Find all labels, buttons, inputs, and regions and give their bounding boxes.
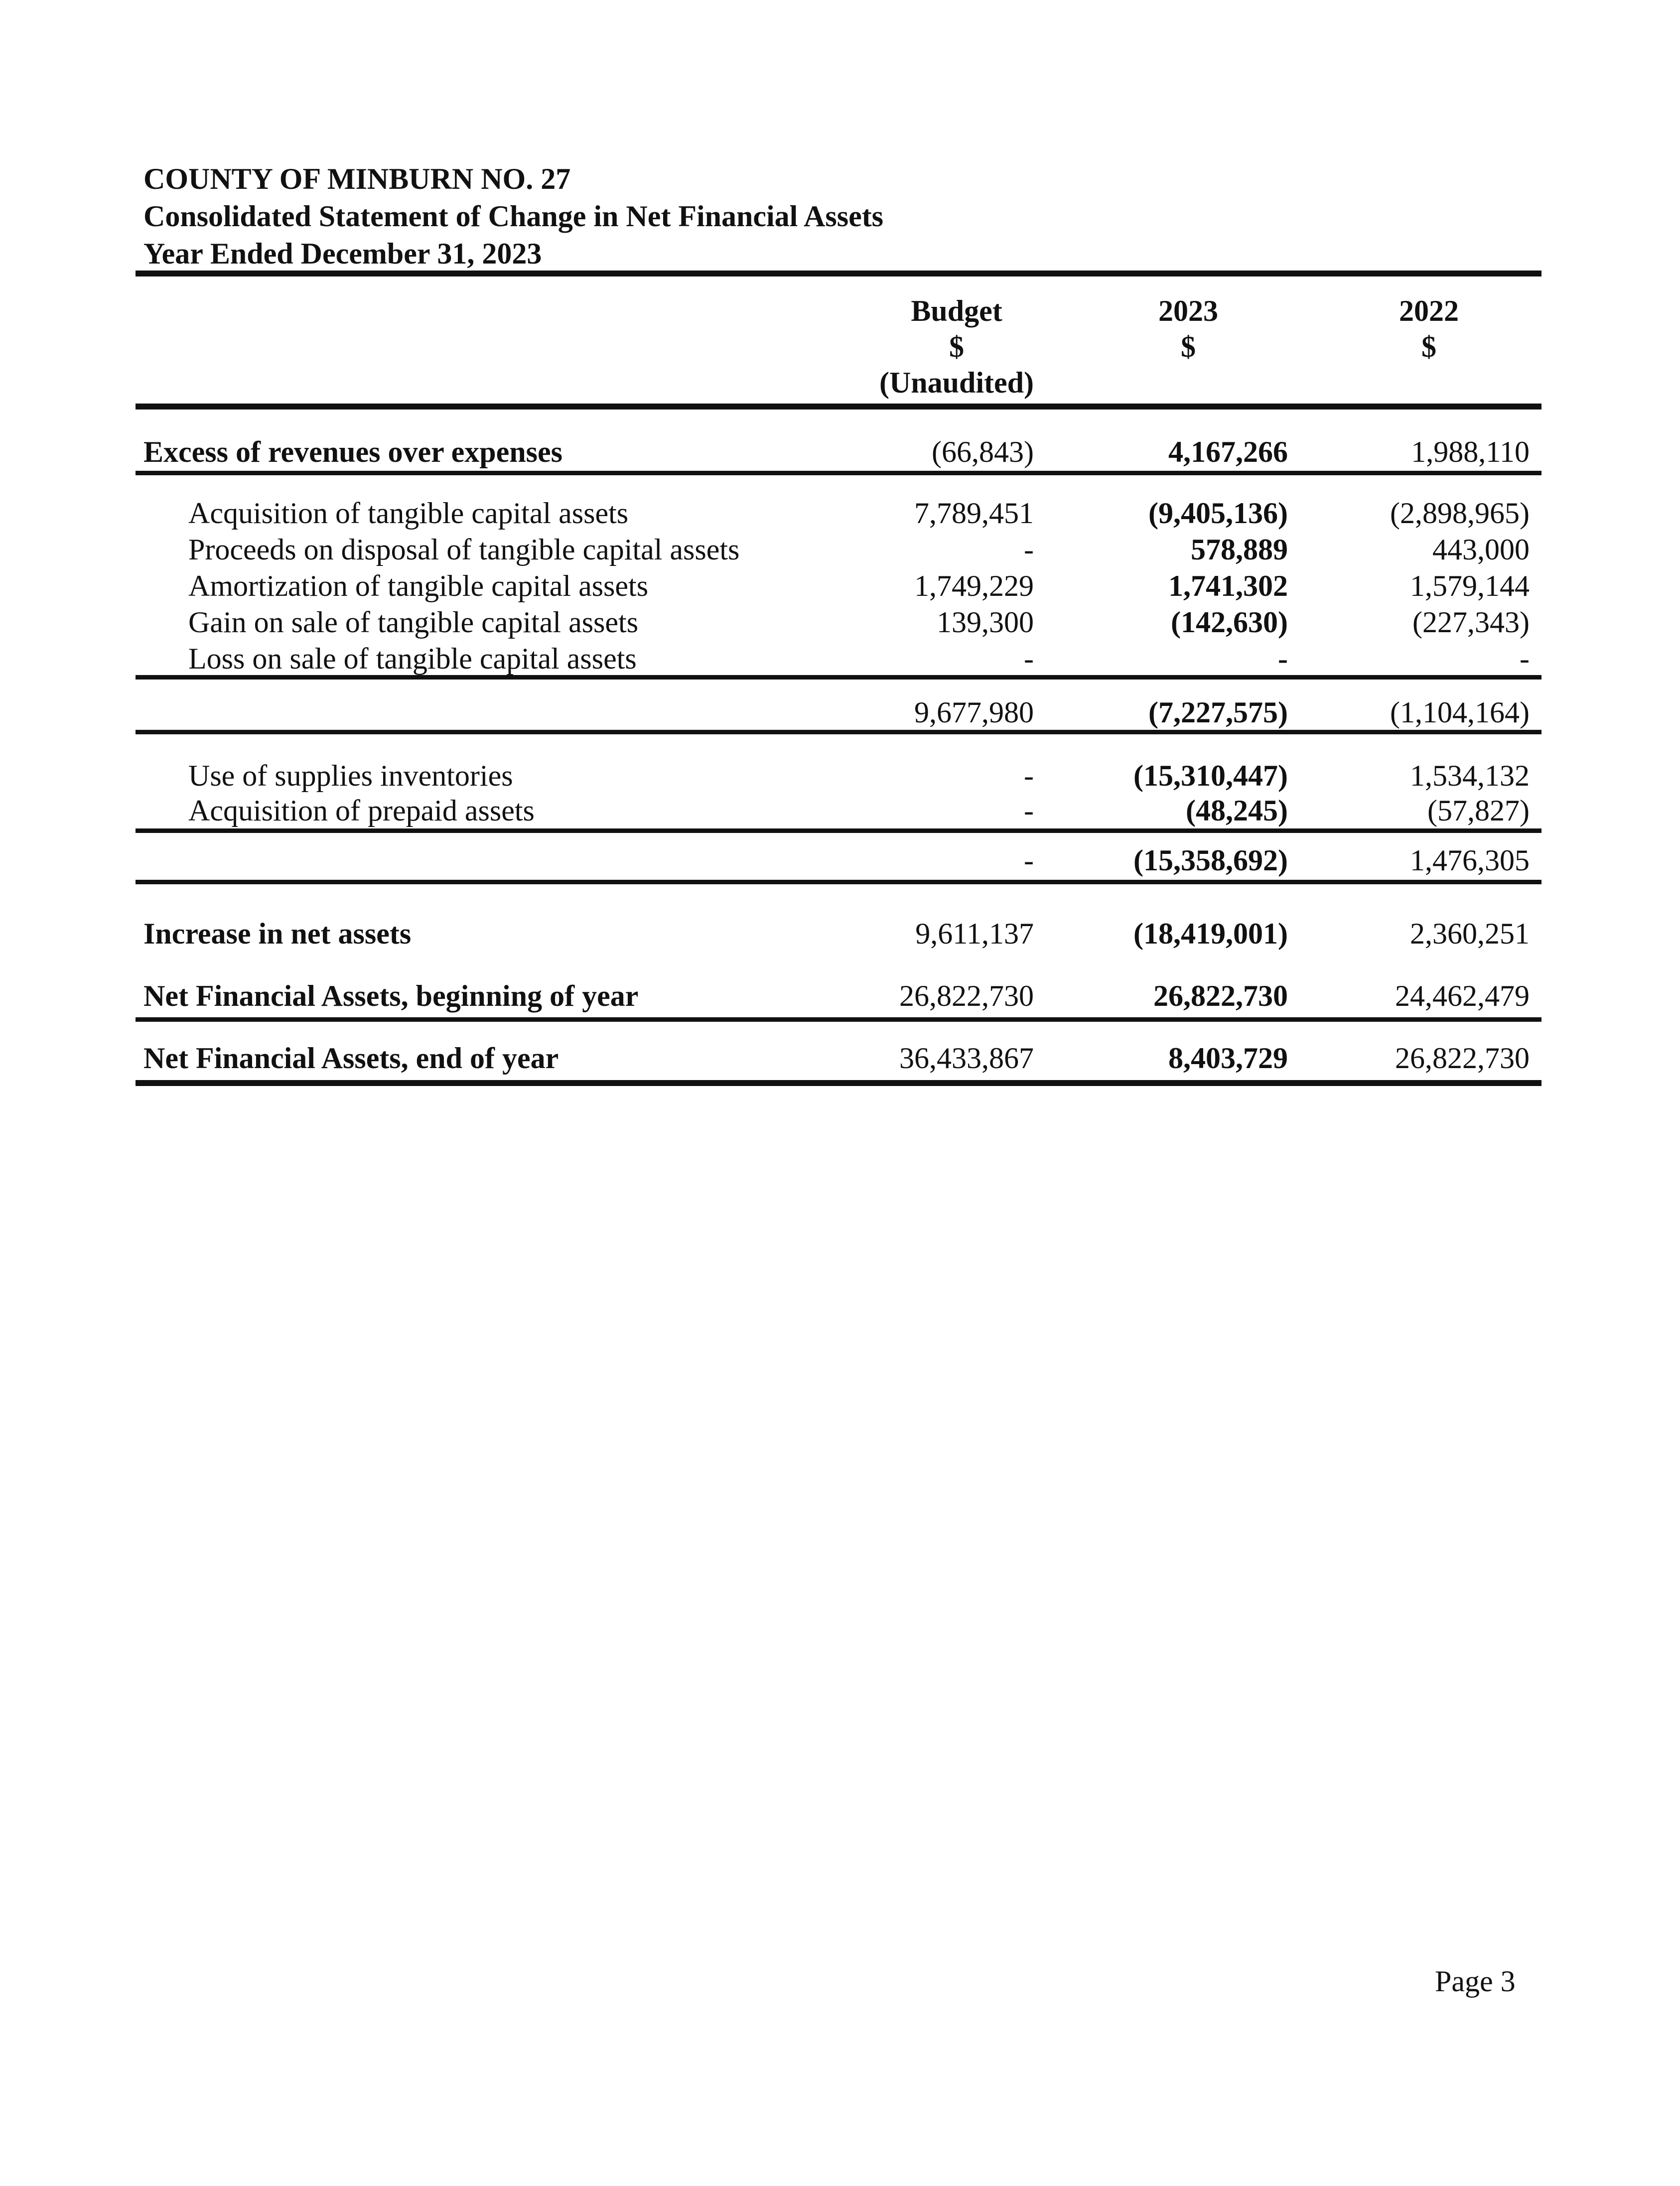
row-label: Acquisition of prepaid assets — [188, 794, 535, 827]
row-nfa-beginning — [0, 977, 1680, 1015]
value-2022: 1,988,110 — [1411, 435, 1530, 468]
budget-value: 9,611,137 — [915, 917, 1034, 950]
column-header-budget: Budget $ (Unaudited) — [879, 294, 1034, 399]
header-top-rule — [136, 271, 1541, 276]
row-label: Net Financial Assets, end of year — [143, 1042, 559, 1075]
budget-value: 36,433,867 — [899, 1042, 1034, 1075]
statement-header — [143, 160, 883, 273]
row-excess-revenues — [0, 433, 1680, 471]
statement-title: Consolidated Statement of Change in Net Financial Assets — [143, 200, 884, 233]
row-acquisition-tca — [0, 495, 1680, 532]
value-2022: 1,534,132 — [1410, 759, 1530, 792]
row-label: Proceeds on disposal of tangible capital assets — [188, 533, 740, 566]
column-header-2023: 2023 $ — [1158, 294, 1218, 363]
value-2023: 8,403,729 — [1168, 1042, 1288, 1075]
value-2023: (18,419,001) — [1133, 917, 1288, 950]
budget-value: 7,789,451 — [914, 497, 1034, 530]
value-2022: (227,343) — [1412, 606, 1530, 639]
value-2022: - — [1520, 642, 1530, 675]
row-supplies-inventories — [0, 757, 1680, 795]
value-2023: (15,310,447) — [1133, 759, 1288, 792]
value-2023: (15,358,692) — [1133, 844, 1288, 877]
budget-value: 1,749,229 — [914, 569, 1034, 602]
budget-value: 9,677,980 — [914, 696, 1034, 729]
budget-value: - — [1024, 844, 1034, 877]
value-2023: 578,889 — [1191, 533, 1288, 566]
column-header-2022: 2022 $ — [1399, 294, 1459, 363]
budget-value: 26,822,730 — [899, 979, 1034, 1012]
row-prepaid-assets — [0, 792, 1680, 829]
value-2022: (2,898,965) — [1390, 497, 1530, 530]
section-rule — [136, 880, 1541, 884]
statement-period: Year Ended December 31, 2023 — [143, 237, 542, 270]
value-2022: (1,104,164) — [1390, 696, 1530, 729]
value-2022: 443,000 — [1432, 533, 1530, 566]
row-nfa-end — [0, 1040, 1680, 1077]
row-label: Amortization of tangible capital assets — [188, 569, 649, 602]
row-label: Net Financial Assets, beginning of year — [143, 979, 639, 1012]
value-2023: 4,167,266 — [1168, 435, 1288, 468]
column-header-bottom-rule — [136, 404, 1541, 410]
value-2023: 26,822,730 — [1153, 979, 1288, 1012]
section-rule — [136, 471, 1541, 475]
row-label: Increase in net assets — [143, 917, 412, 950]
row-amortization-tca — [0, 567, 1680, 605]
budget-value: - — [1024, 533, 1034, 566]
section-rule — [136, 730, 1541, 734]
budget-value: (66,843) — [932, 435, 1034, 468]
row-label: Loss on sale of tangible capital assets — [188, 642, 637, 675]
value-2022: 2,360,251 — [1410, 917, 1530, 950]
row-proceeds-tca — [0, 531, 1680, 568]
section-rule — [136, 1017, 1541, 1022]
row-increase-net-assets — [0, 915, 1680, 953]
subtotal-rule — [136, 828, 1541, 833]
budget-value: - — [1024, 642, 1034, 675]
value-2022: 1,579,144 — [1410, 569, 1530, 602]
budget-value: - — [1024, 794, 1034, 827]
value-2022: 24,462,479 — [1395, 979, 1530, 1012]
total-double-rule — [136, 1080, 1541, 1086]
budget-value: - — [1024, 759, 1034, 792]
row-gain-tca — [0, 604, 1680, 641]
row-label: Gain on sale of tangible capital assets — [188, 606, 639, 639]
value-2023: (142,630) — [1171, 606, 1288, 639]
budget-value: 139,300 — [937, 606, 1034, 639]
row-label: Acquisition of tangible capital assets — [188, 497, 629, 530]
row-subtotal-tca — [0, 694, 1680, 731]
page-number: Page 3 — [1435, 1965, 1516, 1998]
value-2023: (48,245) — [1186, 794, 1288, 827]
row-label: Excess of revenues over expenses — [143, 435, 562, 468]
row-subtotal-supplies — [0, 842, 1680, 879]
org-name: COUNTY OF MINBURN NO. 27 — [143, 162, 571, 195]
row-label: Use of supplies inventories — [188, 759, 513, 792]
value-2023: (7,227,575) — [1148, 696, 1288, 729]
subtotal-rule — [136, 675, 1541, 680]
value-2022: 26,822,730 — [1395, 1042, 1530, 1075]
value-2022: 1,476,305 — [1410, 844, 1530, 877]
value-2023: 1,741,302 — [1168, 569, 1288, 602]
row-loss-tca — [0, 640, 1680, 678]
value-2022: (57,827) — [1427, 794, 1530, 827]
value-2023: - — [1278, 642, 1288, 675]
value-2023: (9,405,136) — [1148, 497, 1288, 530]
